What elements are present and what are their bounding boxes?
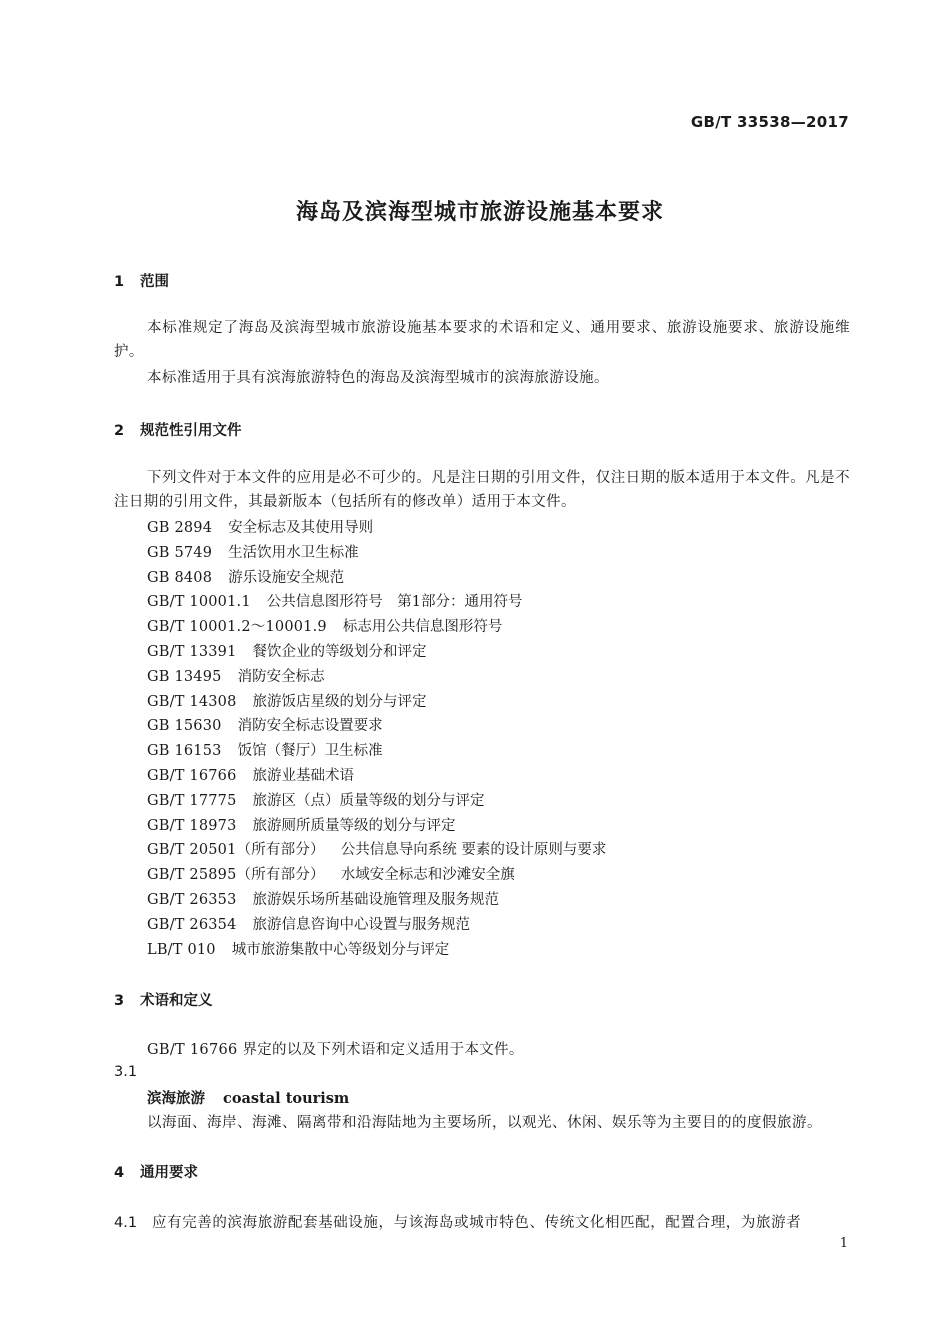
standard-code: GB/T 33538—2017 [690,113,849,131]
paragraph: 本标准适用于具有滨海旅游特色的海岛及滨海型城市的滨海旅游设施。 [147,370,609,386]
reference-code: GB/T 20501（所有部分） [147,842,325,859]
section-title: 规范性引用文件 [140,423,242,439]
clause-text: 应有完善的滨海旅游配套基础设施，与该海岛或城市特色、传统文化相匹配，配置合理，为旅游者 [152,1215,802,1231]
reference-title: 旅游区（点）质量等级的划分与评定 [252,792,485,809]
paragraph: GB/T 16766 界定的以及下列术语和定义适用于本文件。 [147,1042,524,1058]
term-entry [147,1087,349,1108]
reference-title: 旅游业基础术语 [252,768,355,784]
section-title: 术语和定义 [140,993,213,1009]
reference-title: 旅游娱乐场所基础设施管理及服务规范 [252,892,500,908]
reference-code: GB/T 18973 [147,817,237,834]
reference-item [147,690,427,711]
reference-item [147,814,456,835]
reference-code: GB/T 10001.1 [147,594,251,611]
reference-title: 生活饮用水卫生标准 [228,544,359,561]
reference-item [147,938,449,959]
section-number: 2 [114,423,125,439]
reference-item [147,714,383,735]
section-number: 4 [114,1165,125,1181]
reference-code: GB 2894 [147,520,213,536]
reference-item [147,888,499,909]
reference-item [147,665,325,686]
reference-item [147,566,344,587]
reference-code: GB 15630 [147,718,222,735]
section-title: 范围 [140,274,169,290]
reference-item [147,590,523,611]
section-number: 1 [114,274,125,290]
reference-item [147,838,606,859]
reference-code: GB/T 10001.2～10001.9 [147,619,327,636]
reference-title: 饭馆（餐厅）卫生标准 [237,743,383,760]
reference-code: GB/T 16766 [147,768,237,784]
reference-title: 消防安全标志 [237,668,325,685]
reference-title: 城市旅游集散中心等级划分与评定 [231,941,450,958]
reference-code: GB/T 26354 [147,916,237,933]
reference-title: 游乐设施安全规范 [228,569,345,586]
reference-code: GB/T 14308 [147,693,237,710]
reference-code: LB/T 010 [147,941,216,958]
term-number: 3.1 [114,1064,138,1080]
page-title: 海岛及滨海型城市旅游设施基本要求 [295,200,664,225]
reference-code: GB/T 13391 [147,644,237,660]
reference-item [147,739,383,760]
reference-code: GB 16153 [147,743,222,760]
reference-title: 公共信息导向系统 要素的设计原则与要求 [340,842,607,859]
section-number: 3 [114,993,125,1009]
reference-title: 餐饮企业的等级划分和评定 [252,644,427,660]
section-3-heading [114,989,213,1010]
clause-number: 4.1 [114,1215,138,1231]
section-title: 通用要求 [140,1165,198,1181]
reference-title: 旅游饭店星级的划分与评定 [252,693,427,710]
reference-item [147,764,354,785]
reference-title: 公共信息图形符号 第1部分：通用符号 [266,594,523,611]
reference-title: 旅游信息咨询中心设置与服务规范 [252,916,471,933]
reference-item [147,541,359,562]
page-number: 1 [839,1236,848,1251]
reference-title: 标志用公共信息图形符号 [342,619,503,636]
reference-title: 水域安全标志和沙滩安全旗 [340,867,515,884]
reference-title: 消防安全标志设置要求 [237,718,383,735]
reference-title: 旅游厕所质量等级的划分与评定 [252,817,456,834]
reference-title: 安全标志及其使用导则 [228,520,374,536]
paragraph: 本标准规定了海岛及滨海型城市旅游设施基本要求的术语和定义、通用要求、旅游设施要求、旅游设施维护。 [114,320,850,360]
term-english: coastal tourism [223,1090,350,1107]
reference-code: GB 13495 [147,668,222,685]
reference-item [147,640,427,661]
term-chinese: 滨海旅游 [147,1091,205,1107]
paragraph: 下列文件对于本文件的应用是必不可少的。凡是注日期的引用文件，仅注日期的版本适用于本文件。凡是不注日期的引用文件，其最新版本（包括所有的修改单）适用于本文件。 [114,470,850,510]
clause-4-1 [114,1211,850,1232]
reference-code: GB/T 17775 [147,792,237,809]
reference-item [147,789,485,810]
section-1-heading [114,270,169,291]
reference-code: GB 5749 [147,544,213,561]
reference-code: GB/T 25895（所有部分） [147,867,325,884]
reference-item [147,516,373,537]
reference-item [147,913,470,934]
section-4-heading [114,1161,198,1182]
reference-code: GB/T 26353 [147,892,237,908]
reference-code: GB 8408 [147,569,213,586]
reference-item [147,615,502,636]
term-definition: 以海面、海岸、海滩、隔离带和沿海陆地为主要场所，以观光、休闲、娱乐等为主要目的的度假旅游。 [147,1115,822,1131]
section-2-heading [114,419,242,440]
reference-item [147,863,515,884]
